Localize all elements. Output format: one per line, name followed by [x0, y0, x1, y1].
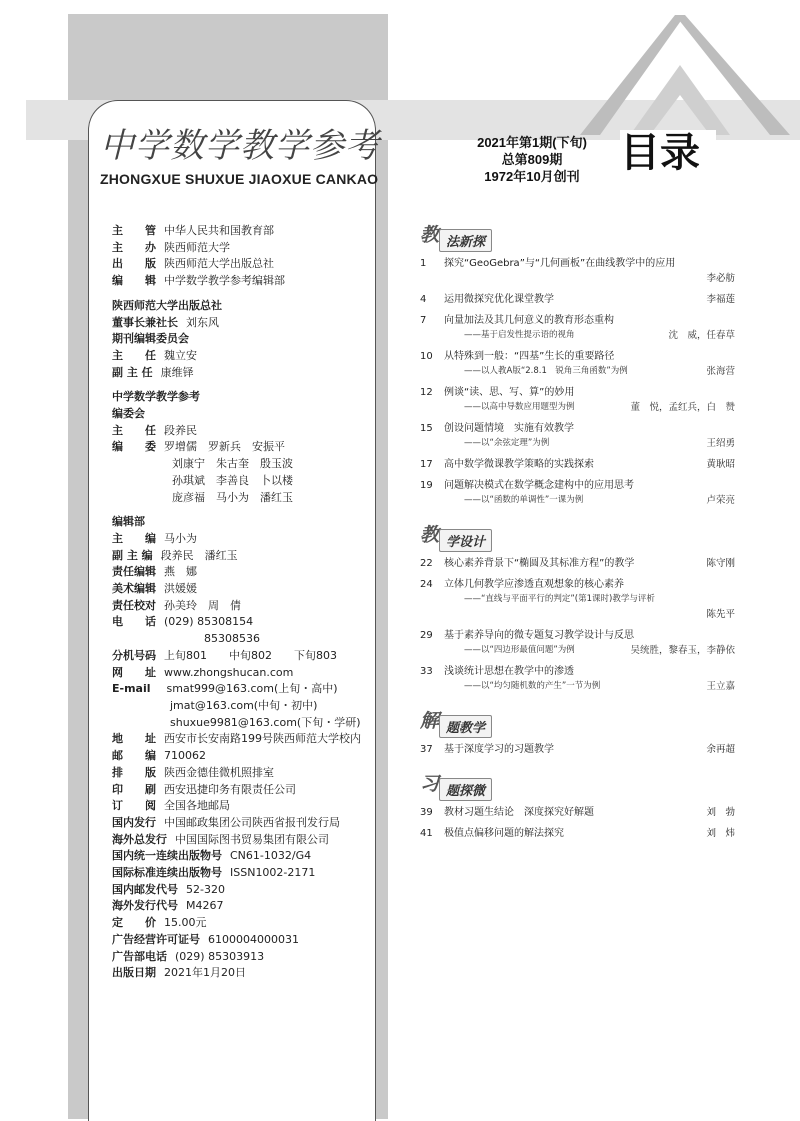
toc-page-number: 19 — [420, 480, 433, 491]
toc-author: 余再超 — [706, 744, 735, 755]
toc-entry-line — [420, 556, 735, 571]
issue-info — [458, 134, 606, 185]
toc-page-number: 39 — [420, 807, 433, 818]
board-members-line: 刘康宁 朱古奎 殷玉波 — [172, 457, 293, 471]
toc-page-number: 33 — [420, 666, 433, 677]
toc-subtitle-line — [420, 436, 735, 451]
toc-entry-line — [420, 421, 735, 436]
toc-page-number: 10 — [420, 351, 433, 362]
toc-subtitle-line — [420, 493, 735, 508]
toc-author: 李福莲 — [706, 294, 735, 305]
toc-article-title: 教材习题生结论 深度探究好解题 — [444, 807, 594, 818]
toc-author: 黄耿昭 — [706, 459, 735, 470]
issue-line-2: 总第809期 — [501, 152, 563, 167]
toc-entry-line — [420, 292, 735, 307]
section-heading-initial: 教 — [420, 224, 440, 246]
toc-title: 目录 — [620, 130, 716, 176]
toc-entry-line — [420, 256, 735, 271]
journal-logo-english: ZHONGXUE SHUXUE JIAOXUE CANKAO — [100, 171, 379, 187]
masthead-row: 国际标准连续出版物号 ISSN1002-2171 — [112, 866, 316, 880]
toc-page-number: 12 — [420, 387, 433, 398]
masthead — [112, 223, 374, 982]
section-heading — [420, 706, 735, 736]
toc-entry — [420, 421, 735, 451]
toc-subtitle: ——以“函数的单调性”一课为例 — [464, 495, 584, 505]
masthead-row: 海外发行代号 M4267 — [112, 899, 224, 913]
toc-article-title: 创设问题情境 实施有效教学 — [444, 423, 574, 434]
toc-entry — [420, 805, 735, 820]
toc-author: 李必舫 — [706, 273, 735, 284]
masthead-row: 副 主 任 康维铎 — [112, 365, 194, 379]
toc-article-title: 基于素养导向的微专题复习教学设计与反思 — [444, 630, 634, 641]
toc-entry — [420, 457, 735, 472]
journal-name: 中学数学教学参考 — [112, 390, 200, 404]
masthead-row: 广告经营许可证号 6100004000031 — [112, 932, 299, 946]
toc-author: 卢荣亮 — [706, 495, 735, 506]
toc-entry — [420, 349, 735, 379]
phone-2: 85308536 — [204, 632, 260, 646]
board-members-line: 庞彦福 马小为 潘红玉 — [172, 490, 293, 504]
section-heading-text: 学设计 — [439, 529, 492, 552]
masthead-row: 主 任 魏立安 — [112, 348, 197, 362]
toc-article-title: 运用微探究优化课堂教学 — [444, 294, 554, 305]
toc-page-number: 4 — [420, 294, 427, 305]
masthead-row: 地 址 西安市长安南路199号陕西师范大学校内 — [112, 732, 361, 746]
dept-heading: 编辑部 — [112, 515, 145, 529]
toc-article-title: 从特殊到一般：“四基”生长的重要路径 — [444, 351, 615, 362]
toc-entry-line — [420, 628, 735, 643]
masthead-row: 副 主 编 段养民 潘红玉 — [112, 548, 238, 562]
toc-entry — [420, 628, 735, 658]
press-name: 陕西师范大学出版总社 — [112, 298, 222, 312]
toc-entry-line — [420, 664, 735, 679]
toc-subtitle: ——以高中导数应用题型为例 — [464, 402, 575, 412]
toc-author: 董 悦，孟红兵，白 赞 — [630, 402, 735, 413]
toc-author: 陈守刚 — [706, 558, 735, 569]
toc-entry — [420, 826, 735, 841]
toc-subtitle-line — [420, 592, 735, 607]
toc-entry — [420, 313, 735, 343]
toc-subtitle: ——以人教A版“2.8.1 锐角三角函数”为例 — [464, 366, 628, 376]
masthead-row: 订 阅 全国各地邮局 — [112, 799, 230, 813]
masthead-row: 广告部电话 (029) 85303913 — [112, 949, 265, 963]
masthead-row: 美术编辑 洪媛媛 — [112, 582, 197, 596]
toc-entry-line — [420, 349, 735, 364]
committee-heading: 期刊编辑委员会 — [112, 332, 189, 346]
toc-entry — [420, 556, 735, 571]
masthead-row: 国内统一连续出版物号 CN61-1032/G4 — [112, 849, 312, 863]
masthead-row: 海外总发行 中国国际图书贸易集团有限公司 — [112, 832, 329, 846]
board-members-line: 孙琪斌 李善良 卜以楼 — [172, 473, 293, 487]
toc-author: 刘 炜 — [706, 828, 735, 839]
toc-author: 刘 勃 — [706, 807, 735, 818]
masthead-row: 主 编 马小为 — [112, 531, 197, 545]
masthead-row: 网 址 www.zhongshucan.com — [112, 665, 294, 679]
masthead-row: 国内发行 中国邮政集团公司陕西省报刊发行局 — [112, 815, 340, 829]
masthead-row: E-mail smat999@163.com(上旬・高中) — [112, 682, 338, 696]
toc-page-number: 1 — [420, 258, 427, 269]
toc-subtitle-line — [420, 679, 735, 694]
toc-page-number: 29 — [420, 630, 433, 641]
toc-entry — [420, 577, 735, 622]
section-heading-text: 法新探 — [439, 229, 492, 252]
toc-article-title: 例谈“读、思、写、算”的妙用 — [444, 387, 575, 398]
masthead-row: 国内邮发代号 52-320 — [112, 882, 225, 896]
toc-author: 沈 威，任春草 — [668, 330, 735, 341]
masthead-row: 主 任 段养民 — [112, 423, 197, 437]
masthead-row: 定 价 15.00元 — [112, 916, 207, 930]
toc-page-number: 41 — [420, 828, 433, 839]
journal-logo: 中学数学教学参考 — [100, 126, 380, 166]
toc-subtitle-line — [420, 364, 735, 379]
toc-entry — [420, 478, 735, 508]
toc-subtitle-line — [420, 643, 735, 658]
toc-article-title: 高中数学微课教学策略的实践探索 — [444, 459, 594, 470]
masthead-row: 出 版 陕西师范大学出版总社 — [112, 257, 274, 271]
toc-article-title: 向量加法及其几何意义的教育形态重构 — [444, 315, 614, 326]
toc-article-title: 极值点偏移问题的解法探究 — [444, 828, 564, 839]
roof-decoration — [560, 10, 800, 140]
toc-subtitle: ——以“余弦定理”为例 — [464, 438, 550, 448]
masthead-row: 分机号码 上旬801 中旬802 下旬803 — [112, 648, 337, 662]
toc-entry-line — [420, 826, 735, 841]
toc-entry-line — [420, 742, 735, 757]
toc-author: 王绍勇 — [706, 438, 735, 449]
toc-page-number: 15 — [420, 423, 433, 434]
toc-page-number: 7 — [420, 315, 427, 326]
masthead-row: 印 刷 西安迅捷印务有限责任公司 — [112, 782, 296, 796]
section-heading — [420, 520, 735, 550]
masthead-row: 主 管 中华人民共和国教育部 — [112, 224, 274, 237]
masthead-row: 董事长兼社长 刘东风 — [112, 315, 219, 329]
masthead-row: 主 办 陕西师范大学 — [112, 240, 230, 254]
section-heading-initial: 解 — [420, 710, 440, 732]
toc-article-title: 核心素养背景下“椭圆及其标准方程”的教学 — [444, 558, 635, 569]
toc-subtitle: ——以“四边形最值问题”为例 — [464, 645, 575, 655]
toc-article-title: 探究“GeoGebra”与“几何画板”在曲线教学中的应用 — [444, 258, 676, 269]
toc-page-number: 37 — [420, 744, 433, 755]
section-heading-text: 题探微 — [439, 778, 492, 801]
section-heading-initial: 习 — [420, 773, 440, 795]
toc-entry — [420, 385, 735, 415]
board-heading: 编委会 — [112, 407, 145, 421]
section-heading — [420, 769, 735, 799]
toc-page-number: 22 — [420, 558, 433, 569]
toc-entry — [420, 664, 735, 694]
toc-article-title: 浅谈统计思想在教学中的渗透 — [444, 666, 574, 677]
toc-entry — [420, 256, 735, 286]
toc-subtitle: ——基于启发性提示语的视角 — [464, 330, 575, 340]
toc-author: 陈先平 — [706, 609, 735, 620]
toc-page-number: 24 — [420, 579, 433, 590]
toc-entry-line — [420, 478, 735, 493]
toc-entry-line — [420, 385, 735, 400]
toc-author: 吴统胜，黎春玉，李静依 — [630, 645, 735, 656]
toc-entry — [420, 292, 735, 307]
toc-page-number: 17 — [420, 459, 433, 470]
toc-subtitle: ——“直线与平面平行的判定”(第1课时)教学与评析 — [464, 594, 655, 604]
toc-author: 王立嘉 — [706, 681, 735, 692]
masthead-row: 出版日期 2021年1月20日 — [112, 966, 246, 980]
toc-subtitle: ——以“均匀随机数的产生”一节为例 — [464, 681, 601, 691]
masthead-row: 邮 编 710062 — [112, 749, 206, 763]
masthead-row: 电 话 (029) 85308154 — [112, 615, 254, 629]
toc-author: 张海营 — [706, 366, 735, 377]
issue-line-1: 2021年第1期(下旬) — [477, 135, 587, 150]
toc-article-title: 立体几何教学应渗透直观想象的核心素养 — [444, 579, 624, 590]
toc-entry-line — [420, 577, 735, 592]
masthead-row: 责任编辑 燕 娜 — [112, 565, 197, 579]
section-heading-initial: 教 — [420, 524, 440, 546]
toc-entry-line — [420, 313, 735, 328]
email-line: shuxue9981@163.com(下旬・学研) — [170, 715, 361, 729]
toc-entry-line — [420, 805, 735, 820]
masthead-row: 责任校对 孙美玲 周 倩 — [112, 598, 241, 612]
section-heading — [420, 220, 735, 250]
toc-entry-line — [420, 457, 735, 472]
table-of-contents — [420, 220, 735, 847]
toc-entry — [420, 742, 735, 757]
email-line: jmat@163.com(中旬・初中) — [170, 698, 318, 712]
masthead-row: 编 辑 中学数学教学参考编辑部 — [112, 274, 285, 288]
masthead-row: 排 版 陕西金德佳微机照排室 — [112, 765, 274, 779]
masthead-row: 编 委 罗增儒 罗新兵 安振平 — [112, 440, 285, 454]
section-heading-text: 题教学 — [439, 715, 492, 738]
toc-subtitle-line — [420, 328, 735, 343]
toc-article-title: 问题解决模式在数学概念建构中的应用思考 — [444, 480, 634, 491]
toc-subtitle-line — [420, 400, 735, 415]
issue-line-3: 1972年10月创刊 — [484, 169, 580, 184]
toc-article-title: 基于深度学习的习题教学 — [444, 744, 554, 755]
